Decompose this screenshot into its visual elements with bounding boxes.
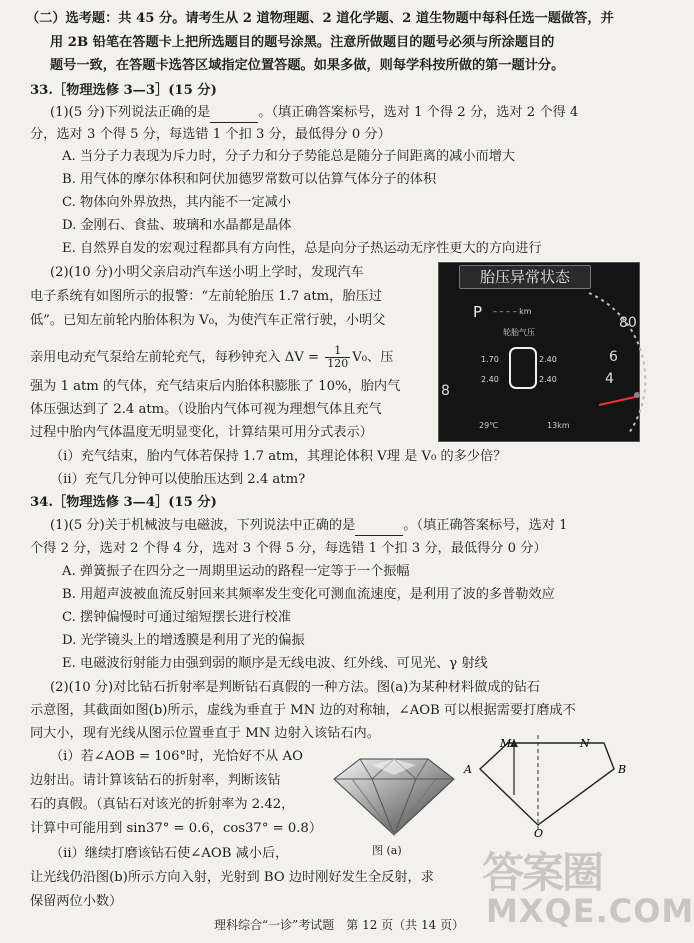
gauge-number-8: 8: [441, 383, 450, 399]
q33-part2-line-3: 低”。已知左前轮内胎体积为 V₀，为使汽车正常行驶，小明父: [30, 313, 386, 328]
q33-option-b: B. 用气体的摩尔体积和阿伏加德罗常数可以估算气体分子的体积: [62, 172, 437, 187]
q33-part2-line-6: 体压强达到了 2.4 atm。（设胎内气体可视为理想气体且充气: [30, 402, 382, 417]
answer-blank: [210, 104, 258, 123]
q34-part1-line-2: 个得 2 分，选对 2 个得 4 分，选对 3 个得 5 分，每选错 1 个扣 3 分，最低得分 0 分）: [30, 541, 547, 556]
q33-part2-line-5: 强为 1 atm 的气体，充气结束后内胎体积膨胀了 10%，胎内气: [30, 379, 401, 394]
q33-part2-sub-i: （ⅰ）充气结束，胎内气体若保持 1.7 atm，其理论体积 V理 是 V₀ 的多少倍？: [50, 449, 507, 464]
tire-pressure-rear-left: 2.40: [481, 375, 499, 384]
label-n: N: [580, 737, 590, 750]
q34-part1-stem: (1)(5 分)关于机械波与电磁波，下列说法中正确的是: [50, 518, 356, 533]
q34-part2-sub-i-line-2: 边射出。请计算该钻石的折射率，判断该钻: [30, 773, 281, 788]
q33-part2-text: 亲用电动充气泵给左前轮充气，每秒钟充入 ΔV =: [30, 350, 320, 365]
q33-heading: 33.［物理选修 3—3］(15 分): [30, 83, 217, 98]
q34-part2-sub-i-line-3: 石的真假。（真钻石对该光的折射率为 2.42，: [30, 797, 295, 812]
q34-part2-sub-ii-line-2: 让光线仍沿图(b)所示方向入射，光射到 BO 边时刚好发生全反射，求: [30, 870, 434, 885]
section-instruction-line-1: （二）选考题：共 45 分。请考生从 2 道物理题、2 道化学题、2 道生物题中每科任选一题做答，并: [26, 11, 614, 26]
label-o: O: [534, 827, 544, 840]
q34-part2-sub-ii-line-1: （ⅱ）继续打磨该钻石使∠AOB 减小后，: [50, 846, 289, 861]
tire-pressure-label: 轮胎气压: [503, 328, 535, 337]
q33-option-c: C. 物体向外界放热，其内能不一定减小: [62, 195, 292, 210]
watermark-chinese: 答案圈: [482, 848, 603, 897]
label-a: A: [464, 763, 472, 776]
q33-part2-line-7: 过程中胎内气体温度无明显变化，计算结果可用分式表示）: [30, 425, 373, 440]
q33-part2-line-1: (2)(10 分)小明父亲启动汽车送小明上学时，发现汽车: [50, 265, 364, 280]
temperature-readout: 29℃: [479, 421, 499, 430]
q33-part2-line-4: [30, 345, 393, 370]
q33-part1-line-1: [50, 104, 578, 123]
q34-option-e: E. 电磁波衍射能力由强到弱的顺序是无线电波、红外线、可见光、γ 射线: [62, 656, 488, 671]
q33-part1-scoring: 。（填正确答案标号，选对 1 个得 2 分，选对 2 个得 4: [258, 105, 579, 120]
diamond-cross-section-diagram: [458, 735, 630, 839]
range-readout: – – – – km: [493, 307, 532, 316]
q33-part1-line-2: 分，选对 3 个得 5 分，每选错 1 个扣 3 分，最低得分 0 分）: [30, 127, 391, 142]
dashboard-warning-title: 胎压异常状态: [459, 265, 591, 289]
q34-part2-line-1: (2)(10 分)对比钻石折射率是判断钻石真假的一种方法。图(a)为某种材料做成的钻石: [50, 680, 541, 695]
tire-pressure-dashboard-figure: [438, 262, 640, 442]
section-instruction-line-2: 用 2B 铅笔在答题卡上把所选题目的题号涂黑。注意所做题目的题号必须与所涂题目的: [50, 35, 555, 50]
q34-part2-sub-i-line-4: 计算中可能用到 sin37° = 0.6，cos37° = 0.8）: [30, 821, 323, 836]
tire-pressure-front-left: 1.70: [481, 355, 499, 364]
q33-part2-text-2: V₀、压: [352, 350, 394, 365]
q34-part2-sub-ii-line-3: 保留两位小数）: [30, 894, 123, 909]
q34-option-c: C. 摆钟偏慢时可通过缩短摆长进行校准: [62, 610, 292, 625]
q33-part1-stem: (1)(5 分)下列说法正确的是: [50, 105, 211, 120]
gear-indicator: P: [473, 303, 483, 321]
q34-option-b: B. 用超声波被血流反射回来其频率发生变化可测血流速度，是利用了波的多普勒效应: [62, 587, 555, 602]
tire-pressure-rear-right: 2.40: [539, 375, 557, 384]
watermark-logo: [478, 840, 694, 940]
q33-option-e: E. 自然界自发的宏观过程都具有方向性，总是向分子热运动无序性更大的方向进行: [62, 241, 542, 256]
figure-a-caption: 图 (a): [372, 844, 402, 857]
q33-option-d: D. 金刚石、食盐、玻璃和水晶都是晶体: [62, 218, 292, 233]
answer-blank: [355, 517, 403, 536]
q33-option-a: A. 当分子力表现为斥力时，分子力和分子势能总是随分子间距离的减小而增大: [62, 149, 516, 164]
section-instruction-line-3: 题号一致，在答题卡选答区域指定位置答题。如果多做，则每学科按所做的第一题计分。: [50, 58, 565, 73]
q33-part2-line-2: 电子系统有如图所示的报警：“左前轮胎压 1.7 atm，胎压过: [30, 289, 382, 304]
q34-option-a: A. 弹簧振子在四分之一周期里运动的路程一定等于一个振幅: [62, 564, 410, 579]
car-outline-icon: [509, 347, 537, 389]
gauge-number-80: 80: [619, 315, 637, 331]
q34-part2-line-2: 示意图，其截面如图(b)所示，虚线为垂直于 MN 边的对称轴，∠AOB 可以根据需要打磨成不: [30, 703, 576, 718]
q34-part1-line-1: [50, 517, 568, 536]
q34-part2-sub-i-line-1: （ⅰ）若∠AOB = 106°时，光恰好不从 AO: [50, 749, 303, 764]
distance-readout: 13km: [547, 421, 570, 430]
q34-part1-scoring: 。（填正确答案标号，选对 1: [403, 518, 568, 533]
page-footer: 理科综合“一诊”考试题 第 12 页（共 14 页）: [214, 918, 465, 932]
q34-option-d: D. 光学镜头上的增透膜是利用了光的偏振: [62, 633, 305, 648]
gauge-number-6: 6: [609, 349, 618, 365]
fraction: [325, 345, 350, 370]
fraction-numerator: 1: [325, 345, 350, 358]
q34-heading: 34.［物理选修 3—4］(15 分): [30, 495, 217, 510]
fraction-denominator: 120: [327, 357, 349, 370]
q34-part2-line-3: 同大小，现有光线从图示位置垂直于 MN 边射入该钻石内。: [30, 726, 380, 741]
gauge-number-4: 4: [605, 371, 614, 387]
label-b: B: [618, 763, 627, 776]
q33-part2-sub-ii: （ⅱ）充气几分钟可以使胎压达到 2.4 atm?: [50, 472, 306, 487]
watermark-url: MXQE.COM: [486, 892, 694, 930]
tire-pressure-front-right: 2.40: [539, 355, 557, 364]
label-m: M: [500, 737, 512, 750]
diamond-image: [332, 755, 456, 837]
